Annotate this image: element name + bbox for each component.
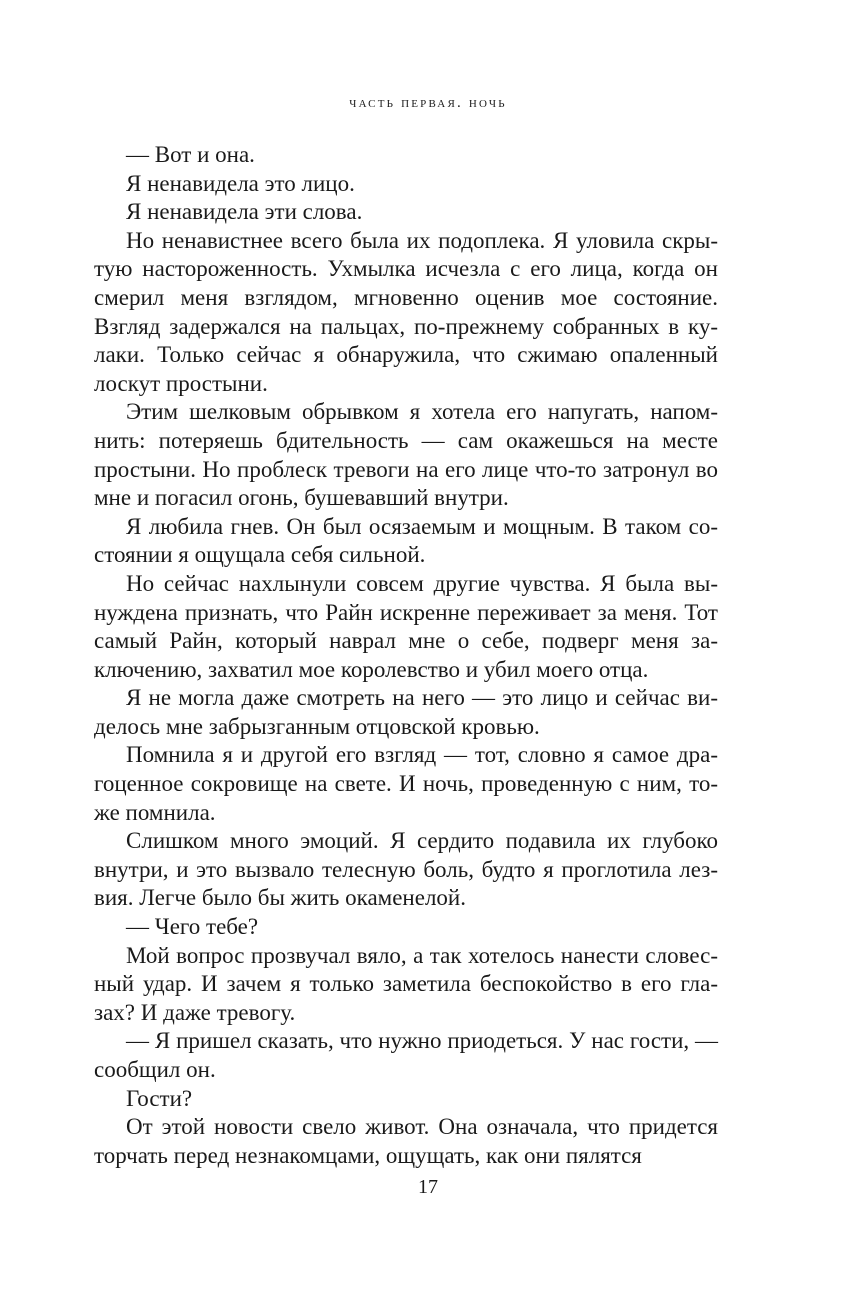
paragraph: Мой вопрос прозвучал вяло, а так хотелось нанести словесный удар. И зачем я только заметила беспокойство в его глазах? И даже тревогу. [94,942,718,1025]
paragraph: Но сейчас нахлынули совсем другие чувства. Я была вынуждена признать, что Райн искренне переживает за меня. Тот самый Райн, который наврал мне о себе, подверг меня заключению, захватил мое королевство и убил моего отца. [94,570,718,682]
paragraph: Этим шелковым обрывком я хотела его напугать, напомнить: потеряешь бдительность — сам окажешься на месте простыни. Но проблеск тревоги на его лице что-то затронул во мне и погасил огонь, бушевавший внутри. [94,399,718,511]
page-number: 17 [418,1176,438,1198]
paragraph: От этой новости свело живот. Она означала, что придется торчать перед незнакомцами, ощущать, как они пялятся [94,1114,718,1168]
paragraph: Я ненавидела эти слова. [126,199,363,225]
paragraph: Я ненавидела это лицо. [126,170,355,196]
paragraph: Слишком много эмоций. Я сердито подавила их глубоко внутри, и это вызвало телесную боль, будто я проглотила лезвия. Легче было бы жить окаменелой. [94,828,718,911]
paragraph: Я не могла даже смотреть на него — это лицо и сейчас виделось мне забрызганным отцовской кровью. [94,685,718,739]
paragraph: Помнила я и другой его взгляд — тот, словно я самое драгоценное сокровище на свете. И ночь, проведенную с ним, тоже помнила. [94,742,718,825]
paragraph: — Вот и она. [126,142,255,167]
paragraph: Гости? [126,1085,193,1111]
paragraph: — Чего тебе? [126,914,259,940]
paragraph: Я любила гнев. Он был осязаемым и мощным. В таком состоянии я ощущала себя сильной. [94,513,718,568]
running-head: часть первая. ночь [349,95,507,111]
paragraph: — Я пришел сказать, что нужно приодеться. У нас гости, — сообщил он. [94,1028,718,1082]
paragraph: Но ненавистнее всего была их подоплека. Я уловила скрытую настороженность. Ухмылка исчезла с его лица, когда он смерил меня взглядом, мгновенно оценив мое состояние. Взгляд задержался на пальцах, по-прежнему собранных в кулаки. Только сейчас я обнаружила, что сжимаю опаленный лоскут простыни. [94,227,718,396]
body-text [94,141,718,1170]
